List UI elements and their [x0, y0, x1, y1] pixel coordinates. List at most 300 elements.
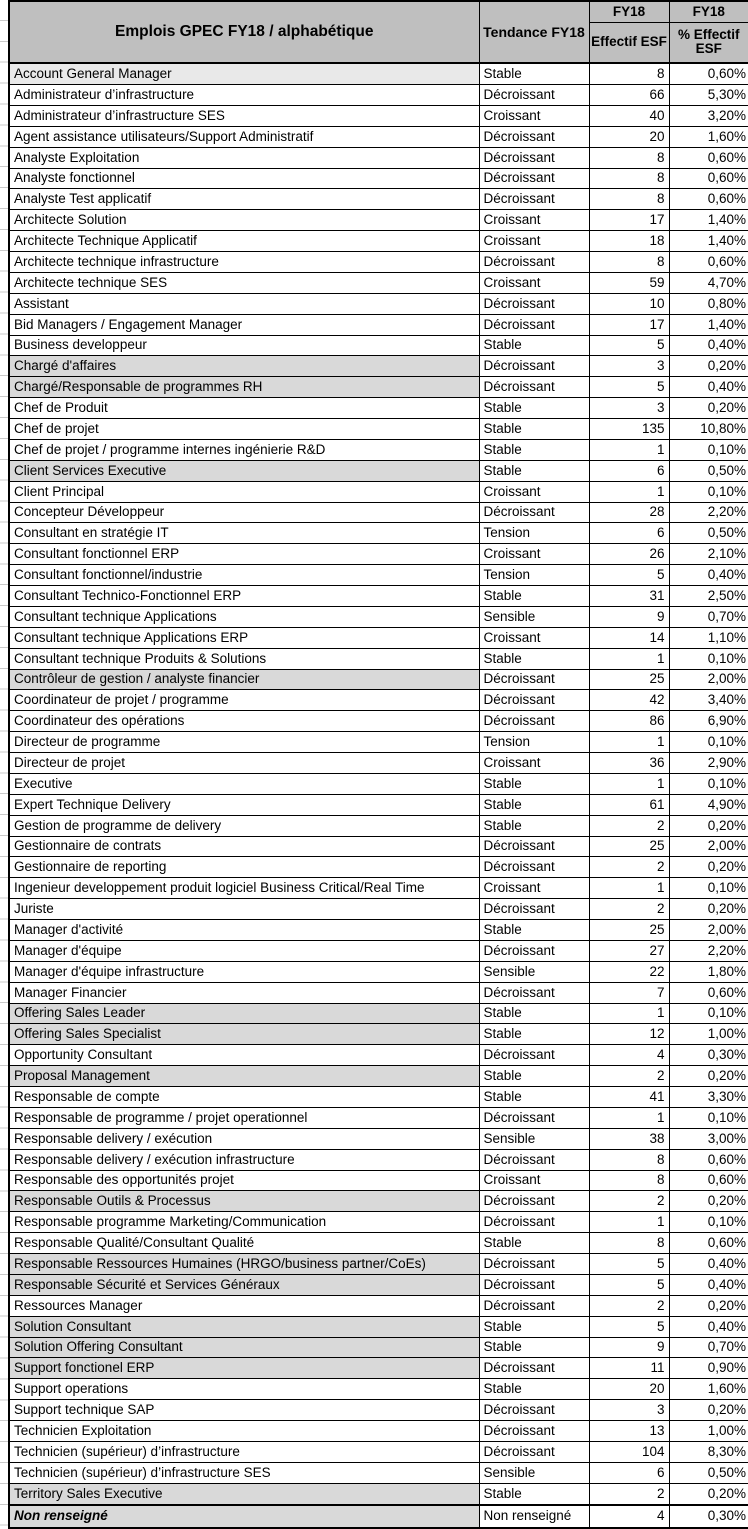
job-title-cell[interactable]: Architecte technique infrastructure: [9, 252, 479, 273]
trend-cell[interactable]: Décroissant: [479, 1441, 589, 1462]
job-title-cell[interactable]: Responsable Ressources Humaines (HRGO/business partner/CoEs): [9, 1254, 479, 1275]
pct-cell[interactable]: 0,10%: [669, 878, 748, 899]
pct-cell[interactable]: 0,10%: [669, 1212, 748, 1233]
trend-cell[interactable]: Décroissant: [479, 293, 589, 314]
trend-cell[interactable]: Croissant: [479, 544, 589, 565]
job-title-cell[interactable]: Administrateur d’infrastructure: [9, 85, 479, 106]
effectif-cell[interactable]: 8: [589, 252, 669, 273]
pct-column-header[interactable]: % Effectif ESF: [669, 22, 748, 63]
pct-cell[interactable]: 0,70%: [669, 606, 748, 627]
job-title-cell[interactable]: Business developpeur: [9, 335, 479, 356]
pct-cell[interactable]: 0,90%: [669, 1358, 748, 1379]
effectif-cell[interactable]: 8: [589, 1233, 669, 1254]
job-title-cell[interactable]: Responsable delivery / exécution: [9, 1128, 479, 1149]
job-title-cell[interactable]: Manager d'activité: [9, 920, 479, 941]
job-title-cell[interactable]: Juriste: [9, 899, 479, 920]
effectif-cell[interactable]: 2: [589, 1191, 669, 1212]
job-title-cell[interactable]: Consultant technique Produits & Solutions: [9, 648, 479, 669]
trend-cell[interactable]: Décroissant: [479, 1274, 589, 1295]
job-title-cell[interactable]: Analyste Test applicatif: [9, 189, 479, 210]
effectif-cell[interactable]: 6: [589, 1462, 669, 1483]
trend-cell[interactable]: Stable: [479, 1024, 589, 1045]
pct-cell[interactable]: 0,10%: [669, 439, 748, 460]
trend-cell[interactable]: Stable: [479, 439, 589, 460]
effectif-cell[interactable]: 1: [589, 481, 669, 502]
pct-cell[interactable]: 0,10%: [669, 648, 748, 669]
pct-cell[interactable]: 0,50%: [669, 1462, 748, 1483]
effectif-cell[interactable]: 12: [589, 1024, 669, 1045]
trend-cell[interactable]: Stable: [479, 1066, 589, 1087]
effectif-cell[interactable]: 1: [589, 439, 669, 460]
job-title-cell[interactable]: Account General Manager: [9, 63, 479, 85]
trend-cell[interactable]: Croissant: [479, 1170, 589, 1191]
effectif-cell[interactable]: 20: [589, 1379, 669, 1400]
pct-cell[interactable]: 3,30%: [669, 1087, 748, 1108]
pct-cell[interactable]: 0,60%: [669, 1233, 748, 1254]
job-title-cell[interactable]: Responsable de programme / projet operationnel: [9, 1107, 479, 1128]
job-title-cell[interactable]: Chef de projet: [9, 419, 479, 440]
effectif-cell[interactable]: 5: [589, 1274, 669, 1295]
pct-cell[interactable]: 1,40%: [669, 210, 748, 231]
pct-cell[interactable]: 0,20%: [669, 356, 748, 377]
job-title-cell[interactable]: Manager d'équipe: [9, 940, 479, 961]
pct-cell[interactable]: 0,20%: [669, 1483, 748, 1505]
trend-cell[interactable]: Croissant: [479, 627, 589, 648]
job-title-cell[interactable]: Ingenieur developpement produit logiciel Business Critical/Real Time: [9, 878, 479, 899]
pct-cell[interactable]: 0,10%: [669, 481, 748, 502]
effectif-cell[interactable]: 9: [589, 1337, 669, 1358]
effectif-cell[interactable]: 9: [589, 606, 669, 627]
table-row: [9, 168, 748, 189]
effectif-cell[interactable]: 3: [589, 398, 669, 419]
pct-cell[interactable]: 0,70%: [669, 1337, 748, 1358]
pct-cell[interactable]: 1,60%: [669, 1379, 748, 1400]
trend-cell[interactable]: Décroissant: [479, 356, 589, 377]
effectif-cell[interactable]: 31: [589, 586, 669, 607]
pct-cell[interactable]: 1,10%: [669, 627, 748, 648]
job-title-cell[interactable]: Directeur de projet: [9, 753, 479, 774]
effectif-cell[interactable]: 4: [589, 1505, 669, 1528]
trend-cell[interactable]: Décroissant: [479, 982, 589, 1003]
trend-cell[interactable]: Décroissant: [479, 1191, 589, 1212]
job-title-cell[interactable]: Technicien Exploitation: [9, 1421, 479, 1442]
job-title-cell[interactable]: Responsable Outils & Processus: [9, 1191, 479, 1212]
job-title-cell[interactable]: Architecte Solution: [9, 210, 479, 231]
effectif-cell[interactable]: 8: [589, 189, 669, 210]
trend-cell[interactable]: Décroissant: [479, 126, 589, 147]
trend-cell[interactable]: Stable: [479, 648, 589, 669]
job-title-cell[interactable]: Client Principal: [9, 481, 479, 502]
job-title-cell[interactable]: Responsable programme Marketing/Communication: [9, 1212, 479, 1233]
trend-cell[interactable]: Sensible: [479, 606, 589, 627]
table-row: [9, 1358, 748, 1379]
pct-cell[interactable]: 2,00%: [669, 920, 748, 941]
effectif-cell[interactable]: 26: [589, 544, 669, 565]
effectif-cell[interactable]: 5: [589, 335, 669, 356]
trend-cell[interactable]: Décroissant: [479, 1045, 589, 1066]
effectif-cell[interactable]: 25: [589, 669, 669, 690]
job-title-cell[interactable]: Gestion de programme de delivery: [9, 815, 479, 836]
fy18-effectif-top-header[interactable]: FY18: [589, 1, 669, 22]
pct-cell[interactable]: 0,10%: [669, 1107, 748, 1128]
trend-cell[interactable]: Décroissant: [479, 1400, 589, 1421]
effectif-cell[interactable]: 66: [589, 85, 669, 106]
trend-cell[interactable]: Stable: [479, 63, 589, 85]
job-title-cell[interactable]: Responsable Qualité/Consultant Qualité: [9, 1233, 479, 1254]
job-title-cell[interactable]: Ressources Manager: [9, 1295, 479, 1316]
trend-cell[interactable]: Croissant: [479, 105, 589, 126]
table-row: [9, 1316, 748, 1337]
effectif-cell[interactable]: 1: [589, 878, 669, 899]
trend-cell[interactable]: Sensible: [479, 961, 589, 982]
pct-cell[interactable]: 0,80%: [669, 293, 748, 314]
trend-cell[interactable]: Stable: [479, 460, 589, 481]
job-title-cell[interactable]: Manager Financier: [9, 982, 479, 1003]
effectif-cell[interactable]: 41: [589, 1087, 669, 1108]
job-title-cell[interactable]: Responsable des opportunités projet: [9, 1170, 479, 1191]
pct-cell[interactable]: 8,30%: [669, 1441, 748, 1462]
pct-cell[interactable]: 0,60%: [669, 982, 748, 1003]
effectif-cell[interactable]: 104: [589, 1441, 669, 1462]
pct-cell[interactable]: 0,30%: [669, 1505, 748, 1528]
effectif-cell[interactable]: 6: [589, 460, 669, 481]
job-title-cell[interactable]: Coordinateur de projet / programme: [9, 690, 479, 711]
job-title-cell[interactable]: Executive: [9, 773, 479, 794]
effectif-cell[interactable]: 7: [589, 982, 669, 1003]
job-title-cell[interactable]: Offering Sales Specialist: [9, 1024, 479, 1045]
job-title-cell[interactable]: Offering Sales Leader: [9, 1003, 479, 1024]
job-title-cell[interactable]: Chargé d'affaires: [9, 356, 479, 377]
effectif-cell[interactable]: 1: [589, 1107, 669, 1128]
pct-cell[interactable]: 10,80%: [669, 419, 748, 440]
pct-cell[interactable]: 0,10%: [669, 773, 748, 794]
trend-cell[interactable]: Décroissant: [479, 940, 589, 961]
pct-cell[interactable]: 2,50%: [669, 586, 748, 607]
job-title-cell[interactable]: Contrôleur de gestion / analyste financier: [9, 669, 479, 690]
trend-cell[interactable]: Stable: [479, 1316, 589, 1337]
job-title-cell[interactable]: Consultant technique Applications ERP: [9, 627, 479, 648]
trend-cell[interactable]: Décroissant: [479, 252, 589, 273]
trend-cell[interactable]: Stable: [479, 1483, 589, 1505]
trend-cell[interactable]: Croissant: [479, 481, 589, 502]
pct-cell[interactable]: 0,20%: [669, 1400, 748, 1421]
effectif-cell[interactable]: 1: [589, 1003, 669, 1024]
table-row: [9, 231, 748, 252]
trend-cell[interactable]: Décroissant: [479, 1212, 589, 1233]
table-row: [9, 711, 748, 732]
pct-cell[interactable]: 4,70%: [669, 272, 748, 293]
effectif-cell[interactable]: 61: [589, 794, 669, 815]
pct-cell[interactable]: 0,50%: [669, 460, 748, 481]
job-title-cell[interactable]: Client Services Executive: [9, 460, 479, 481]
trend-cell[interactable]: Stable: [479, 1337, 589, 1358]
fy18-pct-top-header[interactable]: FY18: [669, 1, 748, 22]
job-title-cell[interactable]: Assistant: [9, 293, 479, 314]
job-title-cell[interactable]: Solution Consultant: [9, 1316, 479, 1337]
pct-cell[interactable]: 0,20%: [669, 857, 748, 878]
job-title-cell[interactable]: Bid Managers / Engagement Manager: [9, 314, 479, 335]
trend-cell[interactable]: Stable: [479, 773, 589, 794]
effectif-cell[interactable]: 25: [589, 920, 669, 941]
trend-cell[interactable]: Décroissant: [479, 857, 589, 878]
effectif-cell[interactable]: 6: [589, 523, 669, 544]
effectif-cell[interactable]: 2: [589, 857, 669, 878]
effectif-cell[interactable]: 42: [589, 690, 669, 711]
pct-cell[interactable]: 3,20%: [669, 105, 748, 126]
job-title-cell[interactable]: Territory Sales Executive: [9, 1483, 479, 1505]
pct-cell[interactable]: 0,40%: [669, 335, 748, 356]
trend-cell[interactable]: Décroissant: [479, 1421, 589, 1442]
pct-cell[interactable]: 0,60%: [669, 63, 748, 85]
trend-cell[interactable]: Décroissant: [479, 1149, 589, 1170]
trend-cell[interactable]: Décroissant: [479, 669, 589, 690]
trend-cell[interactable]: Décroissant: [479, 168, 589, 189]
effectif-cell[interactable]: 8: [589, 1170, 669, 1191]
job-title-cell[interactable]: Chef de projet / programme internes ingénierie R&D: [9, 439, 479, 460]
effectif-cell[interactable]: 38: [589, 1128, 669, 1149]
pct-cell[interactable]: 2,00%: [669, 836, 748, 857]
trend-cell[interactable]: Décroissant: [479, 85, 589, 106]
table-row: [9, 1274, 748, 1295]
effectif-cell[interactable]: 1: [589, 1212, 669, 1233]
pct-cell[interactable]: 4,90%: [669, 794, 748, 815]
job-title-cell[interactable]: Consultant fonctionnel ERP: [9, 544, 479, 565]
table-row: [9, 1337, 748, 1358]
job-title-cell[interactable]: Support fonctionel ERP: [9, 1358, 479, 1379]
table-row: [9, 356, 748, 377]
effectif-cell[interactable]: 13: [589, 1421, 669, 1442]
table-row: [9, 272, 748, 293]
trend-cell[interactable]: Sensible: [479, 1128, 589, 1149]
effectif-cell[interactable]: 20: [589, 126, 669, 147]
pct-cell[interactable]: 0,60%: [669, 252, 748, 273]
pct-cell[interactable]: 0,20%: [669, 815, 748, 836]
trend-cell[interactable]: Stable: [479, 586, 589, 607]
effectif-cell[interactable]: 18: [589, 231, 669, 252]
trend-cell[interactable]: Stable: [479, 920, 589, 941]
job-title-cell[interactable]: Chef de Produit: [9, 398, 479, 419]
trend-cell[interactable]: Stable: [479, 335, 589, 356]
job-title-cell[interactable]: Architecte Technique Applicatif: [9, 231, 479, 252]
job-title-cell[interactable]: Agent assistance utilisateurs/Support Administratif: [9, 126, 479, 147]
job-title-cell[interactable]: Administrateur d’infrastructure SES: [9, 105, 479, 126]
job-title-cell[interactable]: Gestionnaire de reporting: [9, 857, 479, 878]
trend-cell[interactable]: Décroissant: [479, 1358, 589, 1379]
effectif-cell[interactable]: 5: [589, 1316, 669, 1337]
pct-cell[interactable]: 0,50%: [669, 523, 748, 544]
job-title-cell[interactable]: Analyste Exploitation: [9, 147, 479, 168]
effectif-cell[interactable]: 8: [589, 1149, 669, 1170]
effectif-cell[interactable]: 11: [589, 1358, 669, 1379]
table-row: [9, 544, 748, 565]
trend-cell[interactable]: Croissant: [479, 272, 589, 293]
job-title-cell[interactable]: Manager d'équipe infrastructure: [9, 961, 479, 982]
effectif-cell[interactable]: 8: [589, 168, 669, 189]
job-title-cell[interactable]: Solution Offering Consultant: [9, 1337, 479, 1358]
trend-cell[interactable]: Décroissant: [479, 711, 589, 732]
pct-cell[interactable]: 0,40%: [669, 1316, 748, 1337]
trend-cell[interactable]: Stable: [479, 1233, 589, 1254]
pct-cell[interactable]: 2,20%: [669, 502, 748, 523]
job-title-cell[interactable]: Opportunity Consultant: [9, 1045, 479, 1066]
job-title-cell[interactable]: Non renseigné: [9, 1505, 479, 1528]
table-row: [9, 147, 748, 168]
effectif-cell[interactable]: 2: [589, 1483, 669, 1505]
table-row: [9, 293, 748, 314]
pct-cell[interactable]: 1,00%: [669, 1024, 748, 1045]
table-row: [9, 1170, 748, 1191]
pct-cell[interactable]: 1,40%: [669, 314, 748, 335]
trend-cell[interactable]: Stable: [479, 815, 589, 836]
effectif-cell[interactable]: 25: [589, 836, 669, 857]
effectif-cell[interactable]: 4: [589, 1045, 669, 1066]
effectif-cell[interactable]: 8: [589, 147, 669, 168]
effectif-cell[interactable]: 3: [589, 1400, 669, 1421]
pct-cell[interactable]: 2,00%: [669, 669, 748, 690]
trend-cell[interactable]: Croissant: [479, 753, 589, 774]
pct-cell[interactable]: 0,10%: [669, 732, 748, 753]
pct-cell[interactable]: 2,90%: [669, 753, 748, 774]
effectif-cell[interactable]: 5: [589, 377, 669, 398]
trend-cell[interactable]: Décroissant: [479, 1295, 589, 1316]
pct-cell[interactable]: 5,30%: [669, 85, 748, 106]
job-title-cell[interactable]: Architecte technique SES: [9, 272, 479, 293]
pct-cell[interactable]: 3,00%: [669, 1128, 748, 1149]
job-title-cell[interactable]: Consultant Technico-Fonctionnel ERP: [9, 586, 479, 607]
job-title-cell[interactable]: Responsable Sécurité et Services Généraux: [9, 1274, 479, 1295]
pct-cell[interactable]: 0,40%: [669, 1254, 748, 1275]
effectif-cell[interactable]: 17: [589, 210, 669, 231]
job-title-cell[interactable]: Consultant en stratégie IT: [9, 523, 479, 544]
job-title-cell[interactable]: Consultant fonctionnel/industrie: [9, 565, 479, 586]
job-title-cell[interactable]: Chargé/Responsable de programmes RH: [9, 377, 479, 398]
effectif-cell[interactable]: 28: [589, 502, 669, 523]
trend-cell[interactable]: Décroissant: [479, 690, 589, 711]
trend-cell[interactable]: Croissant: [479, 878, 589, 899]
pct-cell[interactable]: 0,40%: [669, 565, 748, 586]
pct-cell[interactable]: 0,40%: [669, 377, 748, 398]
effectif-cell[interactable]: 5: [589, 565, 669, 586]
trend-cell[interactable]: Stable: [479, 1087, 589, 1108]
job-title-cell[interactable]: Analyste fonctionnel: [9, 168, 479, 189]
trend-cell[interactable]: Stable: [479, 398, 589, 419]
effectif-cell[interactable]: 2: [589, 1066, 669, 1087]
job-title-cell[interactable]: Concepteur Développeur: [9, 502, 479, 523]
effectif-cell[interactable]: 1: [589, 732, 669, 753]
pct-cell[interactable]: 2,20%: [669, 940, 748, 961]
pct-cell[interactable]: 0,20%: [669, 398, 748, 419]
effectif-cell[interactable]: 27: [589, 940, 669, 961]
pct-cell[interactable]: 0,10%: [669, 1003, 748, 1024]
job-title-cell[interactable]: Coordinateur des opérations: [9, 711, 479, 732]
pct-cell[interactable]: 1,40%: [669, 231, 748, 252]
pct-cell[interactable]: 0,60%: [669, 1149, 748, 1170]
trend-cell[interactable]: Décroissant: [479, 377, 589, 398]
effectif-cell[interactable]: 2: [589, 1295, 669, 1316]
job-title-cell[interactable]: Responsable de compte: [9, 1087, 479, 1108]
trend-cell[interactable]: Stable: [479, 419, 589, 440]
trend-cell[interactable]: Sensible: [479, 1462, 589, 1483]
job-title-cell[interactable]: Proposal Management: [9, 1066, 479, 1087]
effectif-cell[interactable]: 3: [589, 356, 669, 377]
effectif-cell[interactable]: 1: [589, 648, 669, 669]
job-title-cell[interactable]: Gestionnaire de contrats: [9, 836, 479, 857]
table-row: [9, 606, 748, 627]
trend-cell[interactable]: Croissant: [479, 210, 589, 231]
pct-cell[interactable]: 0,60%: [669, 147, 748, 168]
trend-cell[interactable]: Décroissant: [479, 836, 589, 857]
pct-cell[interactable]: 1,00%: [669, 1421, 748, 1442]
job-title-cell[interactable]: Expert Technique Delivery: [9, 794, 479, 815]
job-title-cell[interactable]: Responsable delivery / exécution infrastructure: [9, 1149, 479, 1170]
pct-cell[interactable]: 0,60%: [669, 189, 748, 210]
pct-cell[interactable]: 0,60%: [669, 1170, 748, 1191]
trend-cell[interactable]: Tension: [479, 523, 589, 544]
job-title-cell[interactable]: Technicien (supérieur) d’infrastructure: [9, 1441, 479, 1462]
effectif-cell[interactable]: 22: [589, 961, 669, 982]
pct-cell[interactable]: 3,40%: [669, 690, 748, 711]
trend-cell[interactable]: Stable: [479, 1379, 589, 1400]
trend-cell[interactable]: Décroissant: [479, 314, 589, 335]
effectif-cell[interactable]: 36: [589, 753, 669, 774]
effectif-cell[interactable]: 2: [589, 815, 669, 836]
trend-cell[interactable]: Décroissant: [479, 147, 589, 168]
effectif-cell[interactable]: 2: [589, 899, 669, 920]
trend-cell[interactable]: Décroissant: [479, 1107, 589, 1128]
job-title-cell[interactable]: Consultant technique Applications: [9, 606, 479, 627]
effectif-cell[interactable]: 14: [589, 627, 669, 648]
job-title-cell[interactable]: Support technique SAP: [9, 1400, 479, 1421]
pct-cell[interactable]: 0,30%: [669, 1045, 748, 1066]
trend-cell[interactable]: Stable: [479, 1003, 589, 1024]
effectif-cell[interactable]: 40: [589, 105, 669, 126]
pct-cell[interactable]: 0,20%: [669, 1066, 748, 1087]
job-title-cell[interactable]: Directeur de programme: [9, 732, 479, 753]
pct-cell[interactable]: 2,10%: [669, 544, 748, 565]
effectif-cell[interactable]: 135: [589, 419, 669, 440]
effectif-column-header[interactable]: Effectif ESF: [589, 22, 669, 63]
pct-cell[interactable]: 0,60%: [669, 168, 748, 189]
job-title-cell[interactable]: Support operations: [9, 1379, 479, 1400]
trend-column-header[interactable]: Tendance FY18: [479, 1, 589, 63]
pct-cell[interactable]: 0,20%: [669, 1191, 748, 1212]
effectif-cell[interactable]: 8: [589, 63, 669, 85]
effectif-cell[interactable]: 59: [589, 272, 669, 293]
pct-cell[interactable]: 0,40%: [669, 1274, 748, 1295]
pct-cell[interactable]: 6,90%: [669, 711, 748, 732]
effectif-cell[interactable]: 17: [589, 314, 669, 335]
pct-cell[interactable]: 1,80%: [669, 961, 748, 982]
job-title-cell[interactable]: Technicien (supérieur) d’infrastructure SES: [9, 1462, 479, 1483]
trend-cell[interactable]: Décroissant: [479, 189, 589, 210]
trend-cell[interactable]: Non renseigné: [479, 1505, 589, 1528]
trend-cell[interactable]: Croissant: [479, 231, 589, 252]
pct-cell[interactable]: 0,20%: [669, 899, 748, 920]
table-title-cell[interactable]: Emplois GPEC FY18 / alphabétique: [9, 1, 479, 63]
effectif-cell[interactable]: 86: [589, 711, 669, 732]
trend-cell[interactable]: Stable: [479, 794, 589, 815]
pct-cell[interactable]: 1,60%: [669, 126, 748, 147]
effectif-cell[interactable]: 10: [589, 293, 669, 314]
trend-cell[interactable]: Tension: [479, 732, 589, 753]
effectif-cell[interactable]: 1: [589, 773, 669, 794]
pct-cell[interactable]: 0,20%: [669, 1295, 748, 1316]
trend-cell[interactable]: Tension: [479, 565, 589, 586]
trend-cell[interactable]: Décroissant: [479, 899, 589, 920]
effectif-cell[interactable]: 5: [589, 1254, 669, 1275]
trend-cell[interactable]: Décroissant: [479, 1254, 589, 1275]
trend-cell[interactable]: Décroissant: [479, 502, 589, 523]
